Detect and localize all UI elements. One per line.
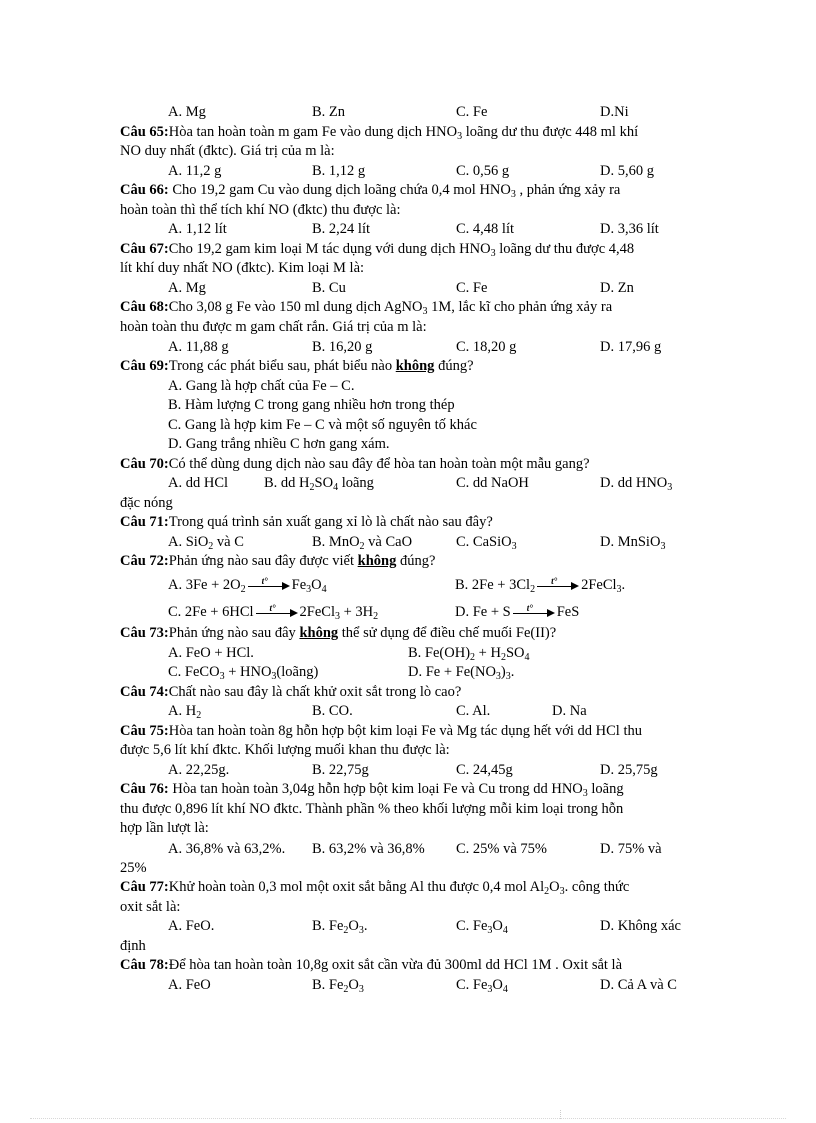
q71-line-1: Câu 71:Trong quá trình sản xuất gang xỉ lò là chất nào sau đây? (120, 514, 493, 530)
q72-options-row-2 (120, 603, 696, 623)
q67-option-a: A. Mg (168, 280, 206, 296)
q65-text: Câu 65:Hòa tan hoàn toàn m gam Fe vào dung dịch $HNO_3$ loãng dư thu được 448 ml khí (120, 124, 639, 142)
q64-option-d: D.Ni (600, 104, 629, 120)
q77-number: Câu 77: (120, 879, 169, 895)
q64-options (120, 103, 696, 123)
q75-options (120, 761, 696, 781)
q65-option-b: B. 1,12 g (312, 163, 366, 179)
q76-number: Câu 76: (120, 781, 169, 797)
q75-line-2: được 5,6 lít khí đktc. Khối lượng muối khan thu được là: (120, 742, 450, 758)
q70-line-1: Câu 70:Có thể dùng dung dịch nào sau đây để hòa tan hoàn toàn một mẫu gang? (120, 456, 590, 472)
q78-option-a: A. FeO (168, 977, 211, 993)
q71-option-c: C. CaSiO$_3$ (456, 534, 517, 552)
q71-option-a: A. SiO$_2$ và C (168, 534, 244, 552)
q75-option-b: B. 22,75g (312, 762, 369, 778)
q67-line-1: Câu 67:Cho 19,2 gam kim loại M tác dụng với dung dịch $HNO_3$ loãng dư thu được 4,48 (120, 241, 635, 259)
q65-option-c: C. 0,56 g (456, 163, 510, 179)
q71-options (120, 533, 696, 553)
q77-options (120, 917, 696, 937)
q68-line-1: Câu 68:Cho 3,08 g Fe vào 150 ml dung dịch AgNO$_3$ 1M, lắc kĩ cho phản ứng xảy ra (120, 299, 613, 317)
q67-option-b: B. Cu (312, 280, 346, 296)
q76-option-c: C. 25% và 75% (456, 841, 548, 857)
q75-number: Câu 75: (120, 723, 169, 739)
q73-option-b: B. $Fe(OH)_2 + H_2SO_4$ (408, 645, 530, 663)
q68-options (120, 338, 696, 358)
q74-number: Câu 74: (120, 684, 169, 700)
q72-option-a: A. $3Fe + 2O_2$ t° $Fe_3O_4$ (168, 575, 327, 595)
q75-option-d: D. 25,75g (600, 762, 658, 778)
q67-number: Câu 67: (120, 241, 169, 257)
q65-options (120, 162, 696, 182)
q77-line-2: oxit sắt là: (120, 899, 181, 915)
q78-options (120, 976, 696, 996)
q68-line-2: hoàn toàn thu được m gam chất rắn. Giá trị của m là: (120, 319, 427, 335)
q64-option-c: C. Fe (456, 104, 488, 120)
q69-option-a: A. Gang là hợp chất của Fe – C. (168, 378, 355, 394)
q67-option-d: D. Zn (600, 280, 634, 296)
q67-line-2: lít khí duy nhất NO (đktc). Kim loại M là: (120, 260, 365, 276)
q76-option-d-continued: 25% (120, 860, 147, 876)
q64-option-b: B. Zn (312, 104, 346, 120)
q74-option-d: D. Na (552, 703, 587, 719)
q70-number: Câu 70: (120, 456, 169, 472)
q72-options-row-1 (120, 576, 696, 596)
q74-line-1: Câu 74:Chất nào sau đây là chất khử oxit sắt trong lò cao? (120, 684, 462, 700)
q76-options (120, 840, 696, 860)
q77-option-c: C. $Fe_3O_4$ (456, 918, 508, 936)
q72-line-1: Câu 72:Phản ứng nào sau đây được viết không đúng? (120, 553, 436, 569)
q76-option-a: A. 36,8% và 63,2%. (168, 841, 286, 857)
q66-option-a: A. 1,12 lít (168, 221, 227, 237)
q66-option-d: D. 3,36 lít (600, 221, 659, 237)
q72-option-c: C. 2Fe + 6HCl t° 2FeCl$_3$ + $3H_2$ (168, 602, 379, 622)
q78-line-1: Câu 78:Để hòa tan hoàn toàn 10,8g oxit sắt cần vừa đủ 300ml dd HCl 1M . Oxit sắt là (120, 957, 623, 973)
q72-emphasis: không (357, 553, 397, 569)
q65-option-d: D. 5,60 g (600, 163, 654, 179)
q70-option-c: C. dd NaOH (456, 475, 529, 491)
q70-option-b: B. dd $H_2SO_4$ loãng (264, 475, 374, 493)
q66-line-1: Câu 66: Cho 19,2 gam Cu vào dung dịch loãng chứa 0,4 mol $HNO_3$ , phản ứng xảy ra (120, 182, 621, 200)
q74-options (120, 702, 696, 722)
q69-option-d: D. Gang trắng nhiều C hơn gang xám. (168, 436, 390, 452)
q76-line-2: thu được 0,896 lít khí NO đktc. Thành phần % theo khối lượng mỗi kim loại trong hỗn (120, 801, 624, 817)
reaction-arrow: t° (256, 608, 298, 618)
q77-option-a: A. FeO. (168, 918, 215, 934)
page-footer-tick (560, 1110, 561, 1119)
q73-option-d: D. $Fe + Fe(NO_3)_3$. (408, 664, 515, 682)
q73-options-row-2 (120, 663, 696, 683)
q69-number: Câu 69: (120, 358, 169, 374)
q74-option-a: A. $H_2$ (168, 703, 202, 721)
q65-line-2: NO duy nhất (đktc). Giá trị của m là: (120, 143, 335, 159)
q73-emphasis: không (299, 625, 339, 641)
reaction-arrow: t° (513, 608, 555, 618)
q67-option-c: C. Fe (456, 280, 488, 296)
q69-emphasis: không (395, 358, 435, 374)
q78-option-c: C. $Fe_3O_4$ (456, 977, 508, 995)
q76-line-1: Câu 76: Hòa tan hoàn toàn 3,04g hỗn hợp bột kim loại Fe và Cu trong dd $HNO_3$ loãng (120, 781, 624, 799)
q73-options-row-1 (120, 644, 696, 664)
q77-line-1: Câu 77:Khử hoàn toàn 0,3 mol một oxit sắt bằng Al thu được 0,4 mol $Al_2O_3$. công thức (120, 879, 630, 897)
q74-option-b: B. CO. (312, 703, 353, 719)
q75-option-c: C. 24,45g (456, 762, 513, 778)
q68-option-d: D. 17,96 g (600, 339, 662, 355)
q73-line-1: Câu 73:Phản ứng nào sau đây không thể sử dụng để điều chế muối Fe(II)? (120, 625, 557, 641)
q77-option-d: D. Không xác (600, 918, 681, 934)
q69-option-b: B. Hàm lượng C trong gang nhiều hơn trong thép (168, 397, 455, 413)
q66-line-2: hoàn toàn thì thể tích khí NO (đktc) thu được là: (120, 202, 401, 218)
q75-option-a: A. 22,25g. (168, 762, 230, 778)
q71-number: Câu 71: (120, 514, 169, 530)
q72-option-b: B. $2Fe + 3Cl_2$ t° 2FeCl$_3$. (455, 575, 626, 595)
q68-option-b: B. 16,20 g (312, 339, 373, 355)
q74-option-c: C. Al. (456, 703, 491, 719)
q75-line-1: Câu 75:Hòa tan hoàn toàn 8g hỗn hợp bột kim loại Fe và Mg tác dụng hết với dd HCl thu (120, 723, 642, 739)
q66-option-c: C. 4,48 lít (456, 221, 515, 237)
page-footer-rule (30, 1118, 786, 1119)
q70-options (120, 474, 696, 494)
q76-option-b: B. 63,2% và 36,8% (312, 841, 425, 857)
q71-option-b: B. MnO$_2$ và CaO (312, 534, 413, 552)
q70-option-d-continued: đặc nóng (120, 495, 173, 511)
q64-option-a: A. Mg (168, 104, 206, 120)
q69-option-c: C. Gang là hợp kim Fe – C và một số nguyên tố khác (168, 417, 477, 433)
q73-option-a: A. FeO + HCl. (168, 645, 254, 661)
q73-option-c: C. FeCO$_3$ + $HNO_3(loãng)$ (168, 664, 319, 682)
q78-number: Câu 78: (120, 957, 169, 973)
q72-number: Câu 72: (120, 553, 169, 569)
q76-line-3: hợp lần lượt là: (120, 820, 209, 836)
q66-option-b: B. 2,24 lít (312, 221, 371, 237)
q66-number: Câu 66: (120, 182, 169, 198)
q70-option-a: A. dd HCl (168, 475, 229, 491)
q77-option-b: B. $Fe_2O_3$. (312, 918, 368, 936)
q72-option-d: D. Fe + S t° FeS (455, 602, 580, 620)
q69-line-1: Câu 69:Trong các phát biểu sau, phát biểu nào không đúng? (120, 358, 474, 374)
q65-line-1 (120, 123, 696, 143)
q77-option-d-continued: định (120, 938, 146, 954)
q65-number: Câu 65: (120, 124, 169, 140)
q78-option-b: B. $Fe_2O_3$ (312, 977, 364, 995)
q71-option-d: D. MnSiO$_3$ (600, 534, 666, 552)
q73-number: Câu 73: (120, 625, 169, 641)
q67-options (120, 279, 696, 299)
reaction-arrow: t° (248, 581, 290, 591)
q70-option-d: D. dd $HNO_3$ (600, 475, 673, 493)
q68-option-a: A. 11,88 g (168, 339, 229, 355)
q68-number: Câu 68: (120, 299, 169, 315)
q76-option-d: D. 75% và (600, 841, 662, 857)
q68-option-c: C. 18,20 g (456, 339, 517, 355)
q65-option-a: A. 11,2 g (168, 163, 222, 179)
q78-option-d: D. Cả A và C (600, 977, 677, 993)
reaction-arrow: t° (537, 581, 579, 591)
q66-options (120, 220, 696, 240)
